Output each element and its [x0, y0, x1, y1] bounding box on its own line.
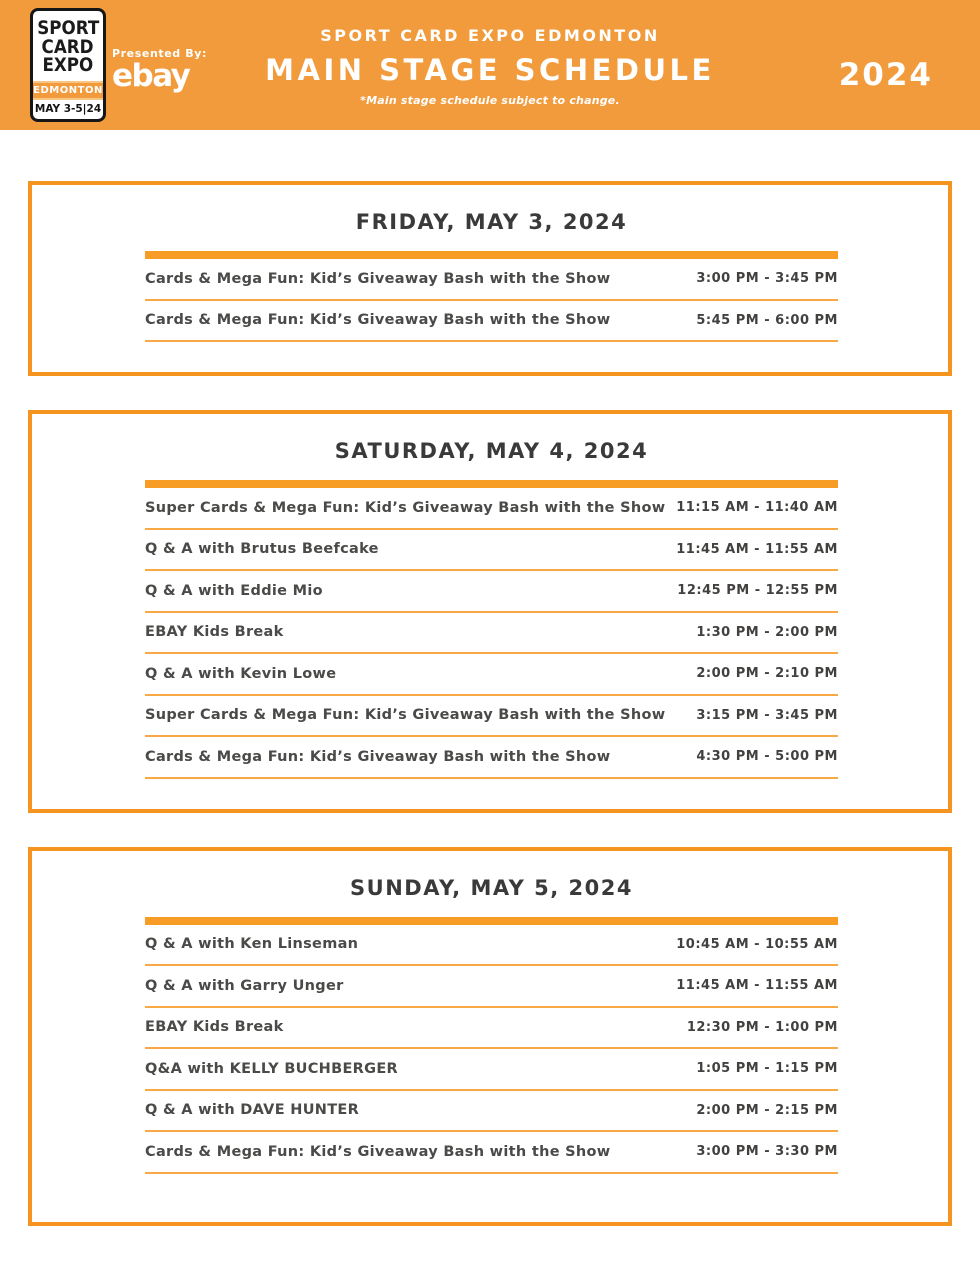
year-label: 2024	[838, 57, 933, 93]
event-name: Q & A with DAVE HUNTER	[145, 1102, 360, 1119]
logo-word-sport: SPORT	[36, 17, 100, 40]
event-name: Q & A with Kevin Lowe	[145, 665, 337, 682]
ebay-logo: ebay	[112, 58, 190, 94]
event-row	[145, 259, 838, 301]
day-title: SATURDAY, MAY 4, 2024	[334, 439, 649, 463]
event-row	[145, 696, 838, 738]
event-name-line: SPORT CARD EXPO EDMONTON	[320, 26, 660, 45]
event-time: 11:45 AM - 11:55 AM	[676, 978, 838, 994]
event-row	[145, 1132, 838, 1174]
event-time: 1:05 PM - 1:15 PM	[696, 1061, 838, 1077]
day-section-sunday	[28, 847, 952, 1226]
day-header-bar	[145, 480, 838, 488]
event-name: Q & A with Garry Unger	[145, 977, 344, 994]
event-time: 3:00 PM - 3:30 PM	[696, 1144, 838, 1160]
event-name: Cards & Mega Fun: Kid’s Giveaway Bash with the Show	[145, 312, 611, 329]
event-row	[145, 301, 838, 343]
event-row	[145, 488, 838, 530]
event-name: Q&A with KELLY BUCHBERGER	[145, 1060, 399, 1077]
event-row	[145, 613, 838, 655]
event-name: EBAY Kids Break	[145, 1019, 284, 1036]
event-time: 11:45 AM - 11:55 AM	[676, 541, 838, 557]
event-time: 12:30 PM - 1:00 PM	[686, 1019, 838, 1035]
event-time: 3:00 PM - 3:45 PM	[696, 271, 838, 287]
event-row	[145, 737, 838, 779]
day-title: SUNDAY, MAY 5, 2024	[350, 875, 633, 900]
event-row	[145, 1008, 838, 1050]
event-time: 4:30 PM - 5:00 PM	[696, 749, 838, 765]
logo-word-expo: EXPO	[42, 54, 94, 77]
header-banner	[0, 0, 980, 130]
event-row	[145, 925, 838, 967]
event-name: Cards & Mega Fun: Kid’s Giveaway Bash with the Show	[145, 748, 611, 765]
event-name: Super Cards & Mega Fun: Kid’s Giveaway Bash with the Show	[145, 707, 666, 724]
logo-city-band: EDMONTON	[33, 81, 103, 100]
event-time: 1:30 PM - 2:00 PM	[696, 624, 838, 640]
event-name: EBAY Kids Break	[145, 624, 284, 641]
day-header-bar	[145, 917, 838, 925]
event-name: Q & A with Ken Linseman	[145, 936, 359, 953]
schedule-content	[0, 130, 980, 1226]
event-time: 10:45 AM - 10:55 AM	[676, 936, 838, 952]
event-name: Super Cards & Mega Fun: Kid’s Giveaway Bash with the Show	[145, 499, 666, 516]
event-row	[145, 966, 838, 1008]
event-row	[145, 654, 838, 696]
event-row	[145, 530, 838, 572]
event-name: Cards & Mega Fun: Kid’s Giveaway Bash with the Show	[145, 270, 611, 287]
event-row	[145, 1049, 838, 1091]
event-time: 11:15 AM - 11:40 AM	[676, 500, 838, 516]
event-name: Q & A with Brutus Beefcake	[145, 541, 379, 558]
event-time: 12:45 PM - 12:55 PM	[677, 583, 838, 599]
presented-by-label: Presented By:	[112, 47, 207, 60]
day-header-bar	[145, 251, 838, 259]
event-time: 2:00 PM - 2:10 PM	[696, 666, 838, 682]
page-title: MAIN STAGE SCHEDULE	[265, 53, 715, 87]
event-name: Cards & Mega Fun: Kid’s Giveaway Bash with the Show	[145, 1143, 611, 1160]
event-row	[145, 1091, 838, 1133]
day-title: FRIDAY, MAY 3, 2024	[355, 210, 628, 234]
logo-dates: MAY 3-5|24	[34, 103, 102, 115]
day-section-friday	[28, 181, 952, 376]
event-time: 2:00 PM - 2:15 PM	[696, 1102, 838, 1118]
day-section-saturday	[28, 410, 952, 813]
logo-word-card: CARD	[42, 35, 94, 58]
schedule-disclaimer: *Main stage schedule subject to change.	[360, 94, 620, 107]
event-row	[145, 571, 838, 613]
header-titles	[0, 26, 980, 107]
event-time: 3:15 PM - 3:45 PM	[696, 707, 838, 723]
event-time: 5:45 PM - 6:00 PM	[696, 312, 838, 328]
event-name: Q & A with Eddie Mio	[145, 582, 323, 599]
